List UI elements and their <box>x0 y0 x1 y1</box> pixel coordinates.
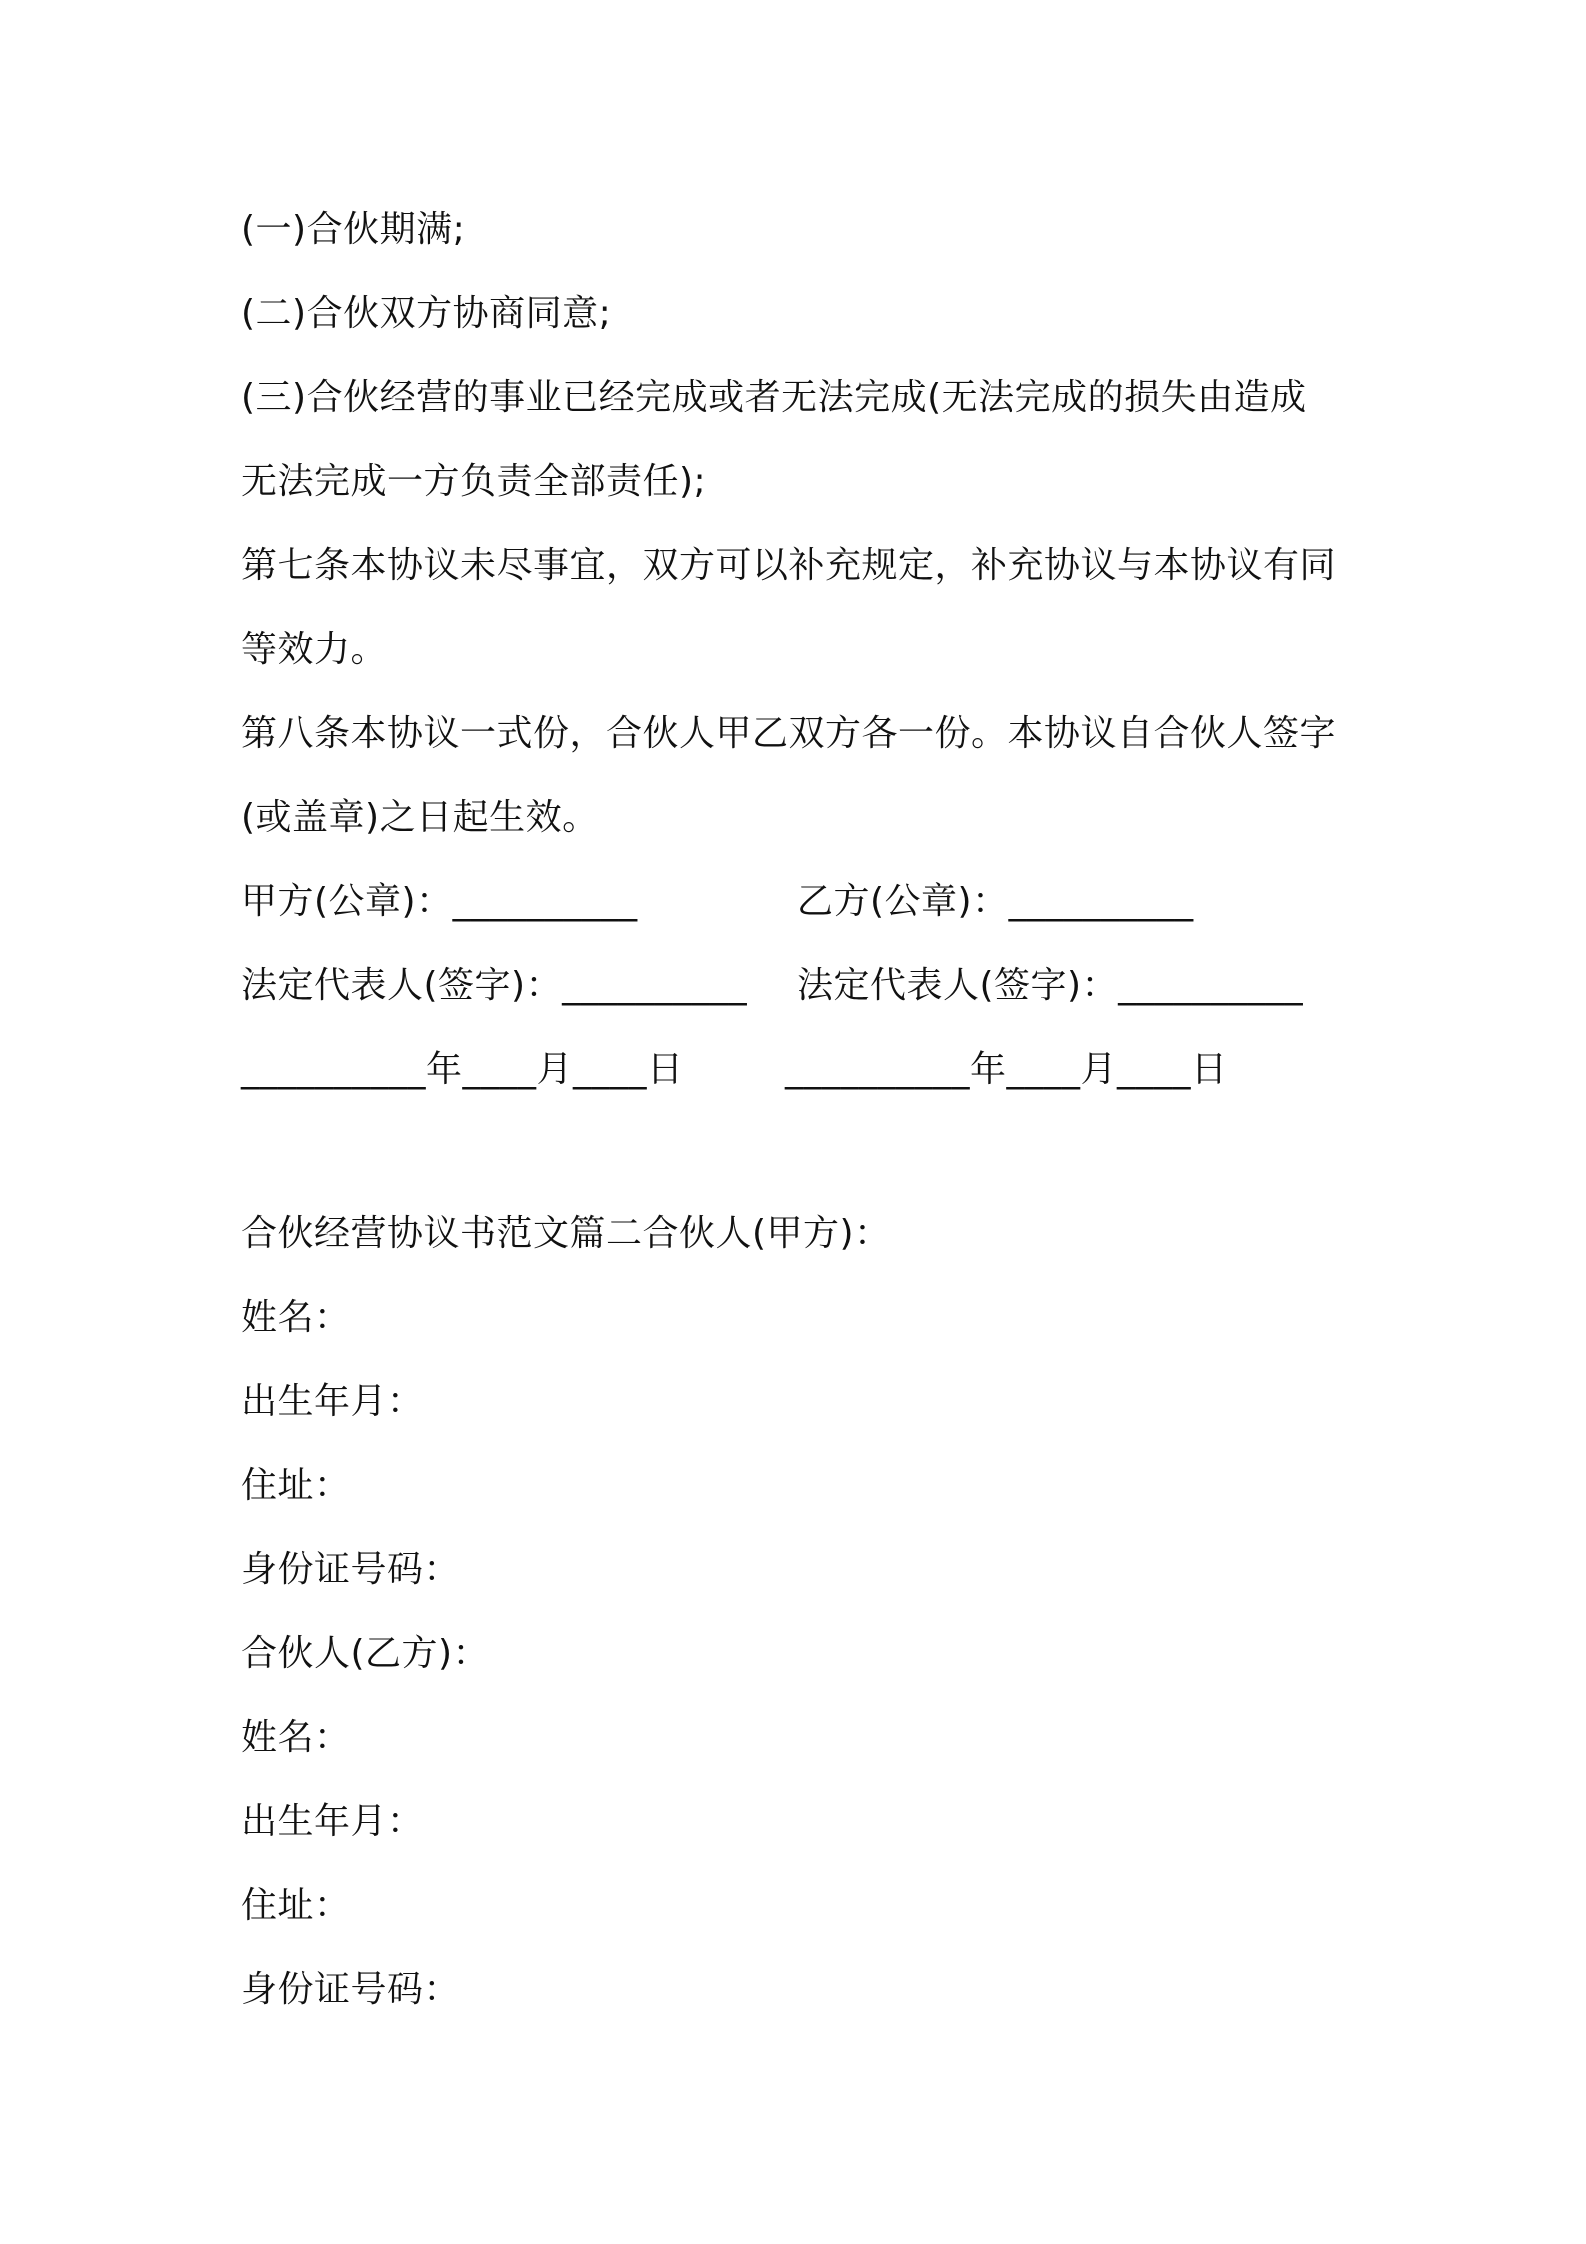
party-b-birth-label: 出生年月： <box>241 1801 424 1842</box>
party-a-address-label: 住址： <box>241 1465 351 1506</box>
clause-item-1: (一)合伙期满; <box>241 209 466 250</box>
article-8-line-2: (或盖章)之日起生效。 <box>241 797 599 838</box>
party-b-name-label: 姓名： <box>241 1717 351 1758</box>
party-b-heading: 合伙人(乙方)： <box>241 1633 490 1674</box>
party-a-seal-field: 甲方(公章)：__________ <box>241 881 638 922</box>
party-a-name-label: 姓名： <box>241 1297 351 1338</box>
article-8-line-1: 第八条本协议一式份，合伙人甲乙双方各一份。本协议自合伙人签字 <box>241 713 1337 754</box>
party-b-seal-field: 乙方(公章)：__________ <box>797 881 1194 922</box>
article-7-line-2: 等效力。 <box>241 629 388 670</box>
sample-two-heading: 合伙经营协议书范文篇二合伙人(甲方)： <box>241 1213 891 1254</box>
party-a-representative-field: 法定代表人(签字)：__________ <box>241 965 748 1006</box>
article-7-line-1: 第七条本协议未尽事宜，双方可以补充规定，补充协议与本协议有同 <box>241 545 1337 586</box>
party-b-representative-field: 法定代表人(签字)：__________ <box>797 965 1304 1006</box>
party-b-address-label: 住址： <box>241 1885 351 1926</box>
party-a-birth-label: 出生年月： <box>241 1381 424 1422</box>
clause-item-2: (二)合伙双方协商同意; <box>241 293 612 334</box>
clause-item-3-line-1: (三)合伙经营的事业已经完成或者无法完成(无法完成的损失由造成 <box>241 377 1307 418</box>
clause-item-3-line-2: 无法完成一方负责全部责任); <box>241 461 707 502</box>
party-a-id-label: 身份证号码： <box>241 1549 461 1590</box>
party-b-date-field: __________年____月____日 <box>785 1049 1228 1090</box>
party-a-date-field: __________年____月____日 <box>241 1049 684 1090</box>
party-b-id-label: 身份证号码： <box>241 1969 461 2010</box>
